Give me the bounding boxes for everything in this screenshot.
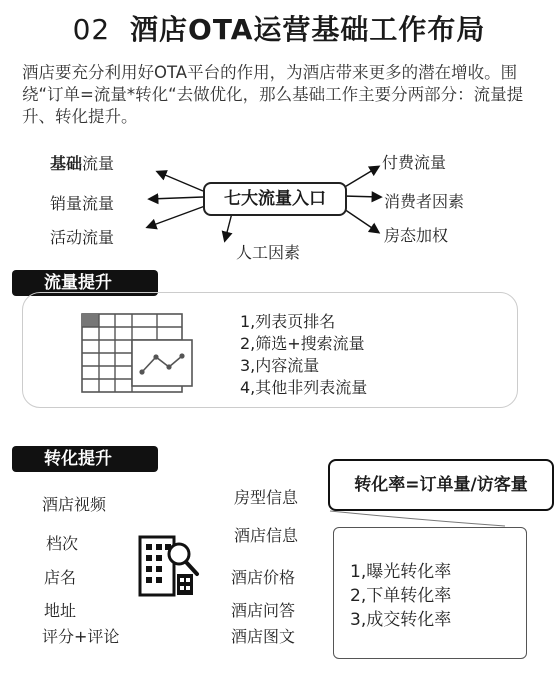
conv-right-item: 酒店图文 (231, 627, 296, 646)
flow-sales: 销量流量 (50, 194, 115, 213)
conversion-rates-list (350, 560, 451, 632)
conv-left-item: 酒店视频 (42, 495, 107, 514)
conv-left-item: 地址 (44, 601, 77, 620)
conv-right-item: 房型信息 (234, 488, 299, 507)
conv-right-item: 酒店问答 (231, 601, 296, 620)
conversion-tag: 转化提升 (12, 446, 158, 472)
conv-left-item: 档次 (46, 534, 79, 553)
center-node: 七大流量入口 (203, 182, 347, 216)
conv-right-item: 酒店价格 (231, 568, 296, 587)
rate-item: 3,成交转化率 (350, 610, 452, 630)
conversion-formula: 转化率=订单量/访客量 (328, 459, 554, 511)
traffic-item: 1,列表页排名 (240, 312, 336, 331)
conv-left-item: 店名 (44, 568, 77, 587)
traffic-tag: 流量提升 (12, 270, 158, 296)
intro-paragraph: 酒店要充分利用好OTA平台的作用，为酒店带来更多的潜在增收。围绕“订单=流量*转化“去做优化，那么基础工作主要分两部分：流量提升、转化提升。 (22, 63, 524, 126)
rate-item: 2,下单转化率 (350, 586, 452, 606)
flow-activity: 活动流量 (50, 228, 115, 247)
flow-basic-rest: 流量 (82, 154, 115, 173)
traffic-item: 4,其他非列表流量 (240, 378, 368, 397)
flow-paid: 付费流量 (382, 153, 447, 172)
traffic-item: 3,内容流量 (240, 356, 320, 375)
title-text: 酒店OTA运营基础工作布局 (130, 13, 486, 46)
traffic-item: 2,筛选+搜索流量 (240, 334, 365, 353)
flow-room: 房态加权 (384, 226, 449, 245)
title-number: 02 (72, 13, 111, 46)
flow-consumer: 消费者因素 (384, 192, 465, 211)
flow-human: 人工因素 (236, 243, 301, 262)
conv-right-item: 酒店信息 (234, 526, 299, 545)
conv-left-item: 评分+评论 (42, 627, 120, 646)
rate-item: 1,曝光转化率 (350, 562, 452, 582)
flow-basic-bold: 基础 (50, 154, 83, 173)
